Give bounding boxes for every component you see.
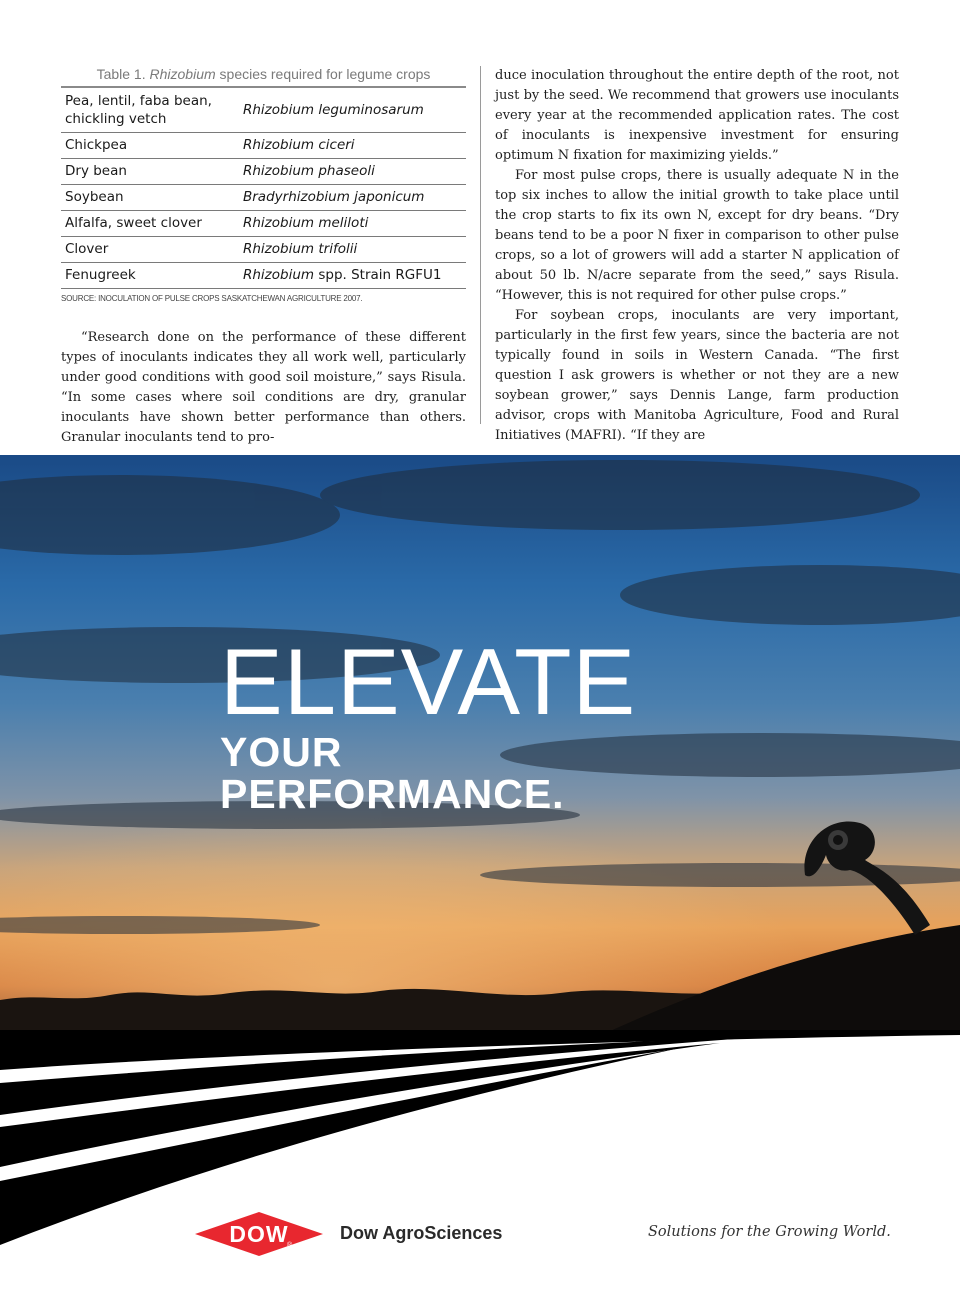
crop-cell: Chickpea xyxy=(61,132,239,158)
left-column xyxy=(61,64,466,448)
crop-cell: Pea, lentil, faba bean, chickling vetch xyxy=(61,88,239,132)
right-column xyxy=(495,66,899,446)
rhizobium-table xyxy=(61,88,466,289)
species-cell: Rhizobium meliloti xyxy=(239,210,466,236)
article-paragraph: duce inoculation throughout the entire depth of the root, not just by the seed. We recommend that growers use inoculants every year at the recommended application rates. The cost of inoculants is inexpensive investment for ensuring optimum N fixation for maximizing yields.” xyxy=(495,68,899,163)
crop-cell: Alfalfa, sweet clover xyxy=(61,210,239,236)
article-paragraph: “Research done on the performance of these different types of inoculants indicates they all work well, particularly under good conditions with good soil moisture,” says Risula. “In some cases where soil conditions are dry, granular inoculants have shown better performance than others. Granular inoculants tend to pro- xyxy=(61,329,466,445)
crop-cell: Dry bean xyxy=(61,158,239,184)
crop-cell: Clover xyxy=(61,236,239,262)
table-source: SOURCE: INOCULATION OF PULSE CROPS SASKATCHEWAN AGRICULTURE 2007. xyxy=(61,293,363,303)
species-cell: Rhizobium ciceri xyxy=(239,132,466,158)
headline-elevate: ELEVATE xyxy=(220,629,637,734)
dow-logo xyxy=(195,1212,323,1256)
table-row xyxy=(61,88,466,132)
crop-cell: Soybean xyxy=(61,184,239,210)
table-caption: Table 1. Rhizobium species required for legume crops xyxy=(61,64,466,88)
advertisement xyxy=(0,455,960,1302)
headline-your: YOUR xyxy=(220,729,343,775)
species-cell: Rhizobium trifolii xyxy=(239,236,466,262)
table-row xyxy=(61,236,466,262)
species-cell: Rhizobium spp. Strain RGFU1 xyxy=(239,262,466,288)
article-paragraph: For most pulse crops, there is usually adequate N in the top six inches to allow the initial growth to take place until the crop starts to fix its own N, except for dry beans. “Dry beans tend to be a poor N fixer in comparison to other pulse crops, so a lot of growers will add a starter N application of about 50 lb. N/acre separate from the seed,” says Risula. “However, this is not required for other pulse crops.” xyxy=(495,168,899,303)
species-cell: Bradyrhizobium japonicum xyxy=(239,184,466,210)
ad-background-art xyxy=(0,455,960,1302)
table-row xyxy=(61,262,466,288)
table-row xyxy=(61,158,466,184)
registered-mark: ® xyxy=(287,1242,293,1249)
species-cell: Rhizobium phaseoli xyxy=(239,158,466,184)
tagline: Solutions for the Growing World. xyxy=(648,1224,891,1240)
table-row xyxy=(61,184,466,210)
headline-performance: PERFORMANCE. xyxy=(220,771,565,817)
ad-headline xyxy=(220,629,637,817)
column-divider xyxy=(480,66,481,424)
article-paragraph: For soybean crops, inoculants are very important, particularly in the first few years, since the bacteria are not typically found in soils in Western Canada. “The first question I ask growers is whether or not they are a new soybean grower,” says Dennis Lange, farm production advisor, crops with Manitoba Agriculture, Food and Rural Initiatives (MAFRI). “If they are xyxy=(495,308,899,443)
table-row xyxy=(61,132,466,158)
company-name: Dow AgroSciences xyxy=(340,1223,503,1243)
crop-cell: Fenugreek xyxy=(61,262,239,288)
dow-logo-text: DOW xyxy=(229,1221,289,1247)
species-cell: Rhizobium leguminosarum xyxy=(239,88,466,132)
table-row xyxy=(61,210,466,236)
